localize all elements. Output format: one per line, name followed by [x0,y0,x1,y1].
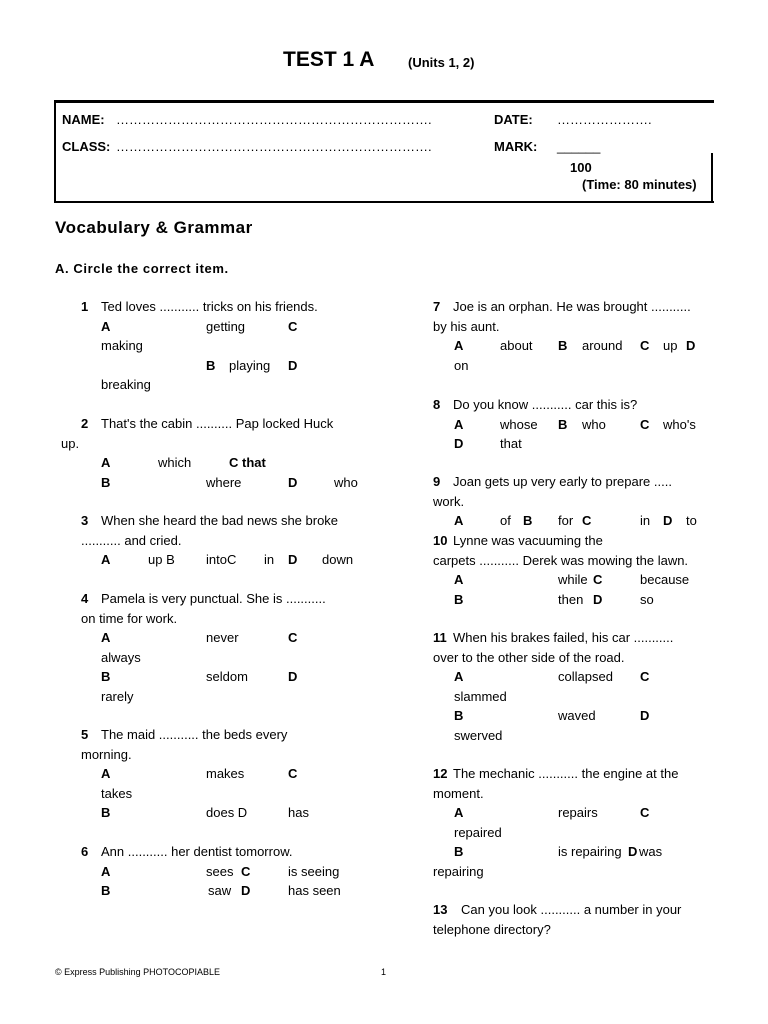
option-label[interactable]: C that [229,455,266,470]
question-text: carpets ........... Derek was mowing the lawn. [433,552,689,568]
question-text: When his brakes failed, his car ........... [453,630,674,645]
option-label[interactable]: B [206,357,216,373]
option-label[interactable]: C [640,416,650,432]
option-label[interactable]: D [241,883,251,898]
option-text[interactable]: where [206,474,242,490]
question-text: Lynne was vacuuming the [453,533,603,548]
option-text[interactable]: then [558,591,584,607]
question-11 [433,628,673,745]
option-text[interactable]: while [558,572,588,587]
option-label[interactable]: A [101,318,111,334]
mark-label: MARK: [494,139,538,154]
option-label[interactable]: D [663,513,673,528]
question-2 [61,414,358,492]
option-label[interactable]: C [593,572,603,587]
option-text[interactable]: swerved [454,727,503,743]
question-number: 6 [81,844,89,859]
header-frame-right [711,153,713,203]
question-5 [81,725,309,823]
section-title: Vocabulary & Grammar [55,218,253,237]
page-title: TEST 1 A [283,48,375,71]
option-text[interactable]: whose [500,416,538,432]
option-label[interactable]: B [454,591,464,607]
question-number: 10 [433,533,448,548]
question-text: telephone directory? [433,921,551,937]
option-text[interactable]: is repairing [558,844,622,859]
option-label[interactable]: B [101,883,111,898]
question-4 [81,589,326,706]
option-text[interactable]: has seen [288,883,341,898]
option-text[interactable]: up [663,338,678,353]
option-text[interactable]: repaired [454,824,502,840]
question-text: moment. [433,785,484,801]
question-number: 7 [433,299,441,314]
question-number: 13 [433,902,448,917]
question-number: 9 [433,474,441,489]
option-label[interactable]: D [640,708,650,723]
page-subtitle: (Units 1, 2) [408,55,475,70]
option-text[interactable]: never [206,630,239,645]
option-text[interactable]: who [334,474,358,490]
question-text: Pamela is very punctual. She is ........... [101,591,326,606]
option-text[interactable]: who's [663,416,696,432]
question-number: 5 [81,727,89,742]
question-13 [433,900,681,939]
option-text[interactable]: which [158,455,192,470]
option-text[interactable]: around [582,338,623,353]
option-label[interactable]: B [101,669,111,684]
question-text: up. [61,435,80,451]
header-frame-left [54,100,56,203]
option-label[interactable]: B [454,708,464,723]
option-label[interactable]: A [101,863,111,879]
question-1 [81,297,318,395]
option-text[interactable]: is seeing [288,863,340,879]
option-label[interactable]: C [640,338,650,353]
option-text[interactable]: does D [206,805,248,820]
question-text: That's the cabin .......... Pap locked Huck [101,416,334,431]
question-text: Ann ........... her dentist tomorrow. [101,844,293,859]
option-text[interactable]: for [558,513,574,528]
option-text[interactable]: playing [229,357,271,373]
option-text[interactable]: always [101,649,141,665]
option-label[interactable]: C [241,863,251,879]
option-label[interactable]: B [101,474,111,490]
question-number: 1 [81,299,89,314]
question-number: 11 [433,630,447,645]
option-text[interactable]: makes [206,766,245,781]
question-number: 8 [433,397,441,412]
option-label[interactable]: C [582,513,592,528]
option-label[interactable]: A [454,338,464,353]
option-text[interactable]: saw [208,883,232,898]
option-text[interactable]: repairing [433,863,484,879]
question-text: by his aunt. [433,318,500,334]
question-text: morning. [81,746,132,762]
question-10 [433,531,688,609]
question-text: work. [433,493,465,509]
question-text: Do you know ........... car this is? [453,397,638,412]
question-text: Joan gets up very early to prepare ..... [453,474,672,489]
option-text[interactable]: who [582,416,606,432]
option-label[interactable]: C [288,766,298,781]
header-frame-top [54,100,714,103]
option-label[interactable]: A [454,669,464,684]
question-3 [81,511,354,570]
option-text[interactable]: rarely [101,688,134,704]
option-text[interactable]: on [454,357,469,373]
option-text[interactable]: intoC [206,552,237,567]
option-label[interactable]: B [523,513,533,528]
name-field[interactable]: ………………………………………………………………. [116,112,432,127]
option-label[interactable]: C [640,805,650,820]
class-field[interactable]: ………………………………………………………………. [116,139,432,154]
option-text[interactable]: seldom [206,669,248,684]
question-text: over to the other side of the road. [433,649,625,665]
option-label[interactable]: D [686,338,696,353]
class-label: CLASS: [62,139,111,154]
option-text[interactable]: repairs [558,805,598,820]
option-label[interactable]: A [101,630,111,645]
option-text[interactable]: collapsed [558,669,613,684]
option-label[interactable]: D [454,436,464,451]
option-text[interactable]: down [322,552,354,567]
option-text[interactable]: up B [148,552,175,567]
option-text[interactable]: breaking [101,377,151,392]
option-text[interactable]: waved [558,708,596,723]
option-text[interactable]: getting [206,318,246,334]
question-number: 2 [81,416,89,431]
option-label[interactable]: A [454,513,464,528]
footer-copyright: © Express Publishing PHOTOCOPIABLE [55,967,221,977]
question-8 [433,395,696,454]
option-label[interactable]: A [101,552,111,567]
option-label[interactable]: B [454,844,464,859]
option-label[interactable]: D [628,844,638,859]
option-text[interactable]: making [101,338,143,353]
option-text[interactable]: to [686,513,697,528]
name-label: NAME: [62,112,105,127]
time-label: (Time: 80 minutes) [582,177,697,192]
question-12 [433,764,678,881]
mark-field[interactable]: ______ [557,139,601,154]
date-label: DATE: [494,112,533,127]
question-number: 4 [81,591,89,606]
option-label[interactable]: B [558,416,568,432]
question-number: 3 [81,513,89,528]
option-label[interactable]: B [558,338,568,353]
option-label[interactable]: A [454,416,464,432]
question-6 [81,842,341,901]
option-label[interactable]: C [288,318,298,334]
question-text: The mechanic ........... the engine at the [453,766,679,781]
option-label[interactable]: C [640,669,650,684]
question-text: Can you look ........... a number in your [461,902,682,917]
option-label[interactable]: C [288,630,298,645]
option-text[interactable]: has [288,805,309,820]
option-text[interactable]: in [264,552,275,567]
option-text[interactable]: slammed [454,688,507,704]
mark-total: 100 [570,160,592,175]
option-text[interactable]: in [640,513,651,528]
option-text[interactable]: of [500,513,511,528]
option-label[interactable]: D [288,474,298,490]
question-text: The maid ........... the beds every [101,727,288,742]
option-text[interactable]: that [500,436,522,451]
option-text[interactable]: about [500,338,533,353]
option-label[interactable]: D [593,591,603,607]
option-text[interactable]: was [639,844,663,859]
option-label[interactable]: D [288,357,298,373]
option-label[interactable]: D [288,552,298,567]
option-label[interactable]: A [101,455,111,470]
option-text[interactable]: sees [206,863,234,879]
option-label[interactable]: B [101,805,111,820]
option-text[interactable]: so [640,591,654,607]
question-text: ........... and cried. [81,532,182,548]
option-text[interactable]: takes [101,785,133,801]
question-9 [433,472,697,531]
question-text: Joe is an orphan. He was brought ........... [453,299,691,314]
question-text: on time for work. [81,610,178,626]
question-text: Ted loves ........... tricks on his friends. [101,299,318,314]
question-number: 12 [433,766,448,781]
question-7 [433,297,696,375]
header-frame-bottom [54,201,714,203]
option-text[interactable]: because [640,572,690,587]
option-label[interactable]: D [288,669,298,684]
page-number: 1 [381,967,387,977]
date-field[interactable]: …………………. [557,112,652,127]
option-label[interactable]: A [454,572,464,587]
section-instruction: A. Circle the correct item. [55,261,229,276]
option-label[interactable]: A [101,766,111,781]
option-label[interactable]: A [454,805,464,820]
question-text: When she heard the bad news she broke [101,513,339,528]
